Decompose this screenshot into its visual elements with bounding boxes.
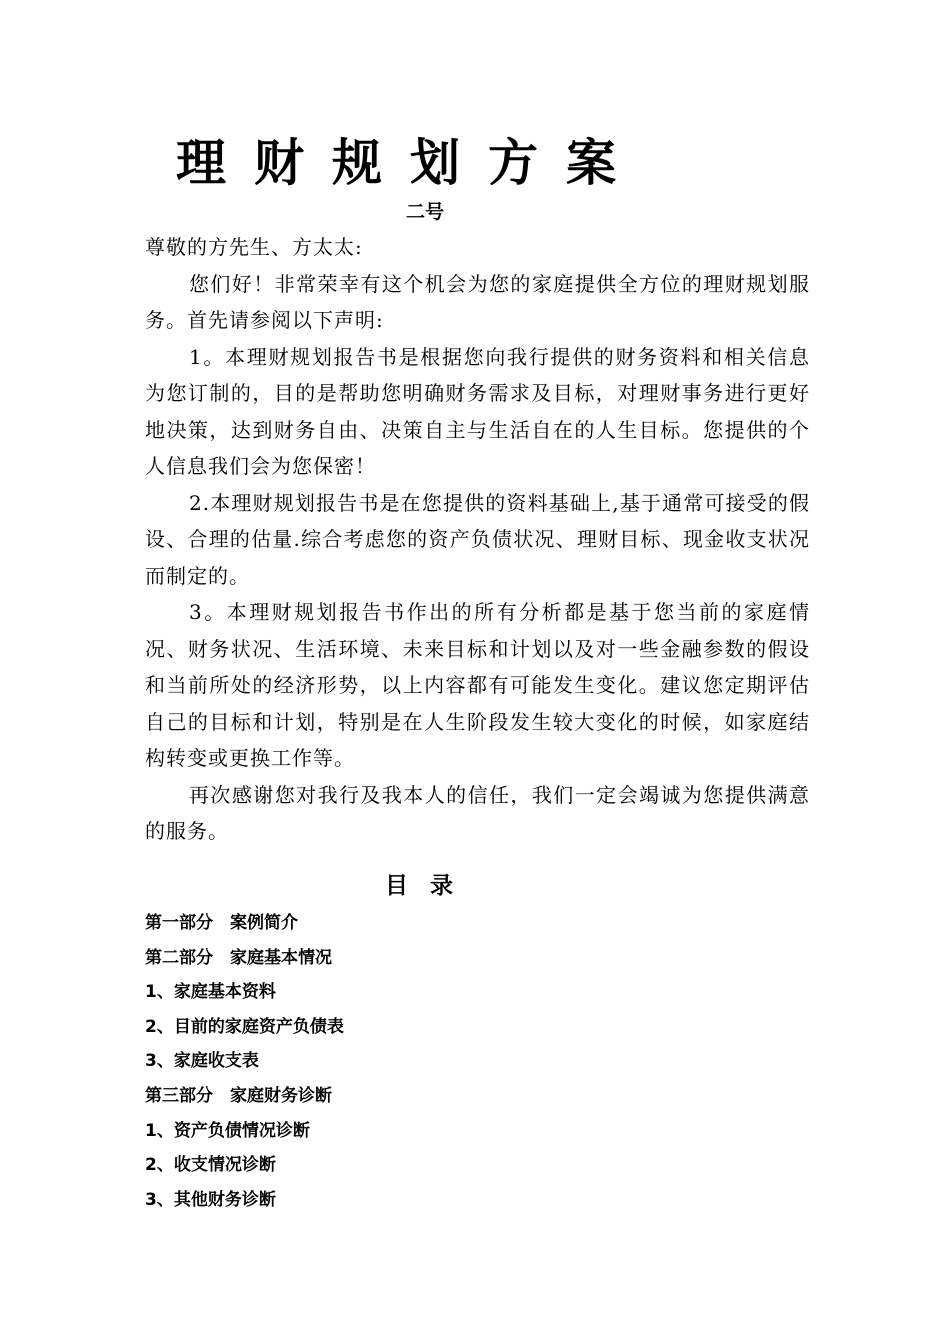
paragraph-statement-2: 2.本理财规划报告书是在您提供的资料基础上,基于通常可接受的假设、合理的估量.综合考虑您的资产负债状况、理财目标、现金收支状况而制定的。 (145, 490, 810, 588)
document-subtitle: 二号 (405, 201, 444, 223)
salutation: 尊敬的方先生、方太太: (145, 235, 363, 259)
toc-item-asset-diagnosis: 1、资产负债情况诊断 (145, 1120, 310, 1141)
toc-item-basic-info: 1、家庭基本资料 (145, 982, 276, 1003)
table-of-contents (145, 906, 745, 1217)
toc-item-income-expense: 3、家庭收支表 (145, 1051, 259, 1072)
toc-item-part-2: 第二部分 家庭基本情况 (145, 947, 332, 968)
toc-item-other-diagnosis: 3、其他财务诊断 (145, 1189, 276, 1210)
paragraph-statement-1: 1。本理财规划报告书是根据您向我行提供的财务资料和相关信息为您订制的，目的是帮助您明确财务需求及目标，对理财事务进行更好地决策，达到财务自由、决策自主与生活自在的人生目标。您提供的个人信息我们会为您保密！ (145, 344, 810, 478)
toc-item-part-1: 第一部分 案例简介 (145, 913, 298, 933)
document-title: 理财规划方案 (176, 133, 644, 192)
paragraph-greeting: 您们好！非常荣幸有这个机会为您的家庭提供全方位的理财规划服务。首先请参阅以下声明: (145, 271, 810, 332)
paragraph-thanks: 再次感谢您对我行及我本人的信任，我们一定会竭诚为您提供满意的服务。 (145, 782, 810, 843)
toc-item-income-diagnosis: 2、收支情况诊断 (145, 1155, 276, 1176)
letter-body (145, 229, 810, 850)
paragraph-statement-3: 3。本理财规划报告书作出的所有分析都是基于您当前的家庭情况、财务状况、生活环境、未来目标和计划以及对一些金融参数的假设和当前所处的经济形势，以上内容都有可能发生变化。建议您定期评估自己的目标和计划，特别是在人生阶段发生较大变化的时候，如家庭结构转变或更换工作等。 (145, 600, 810, 770)
toc-title: 目录 (385, 873, 475, 899)
toc-item-balance-sheet: 2、目前的家庭资产负债表 (145, 1016, 344, 1037)
toc-item-part-3: 第三部分 家庭财务诊断 (145, 1085, 332, 1106)
